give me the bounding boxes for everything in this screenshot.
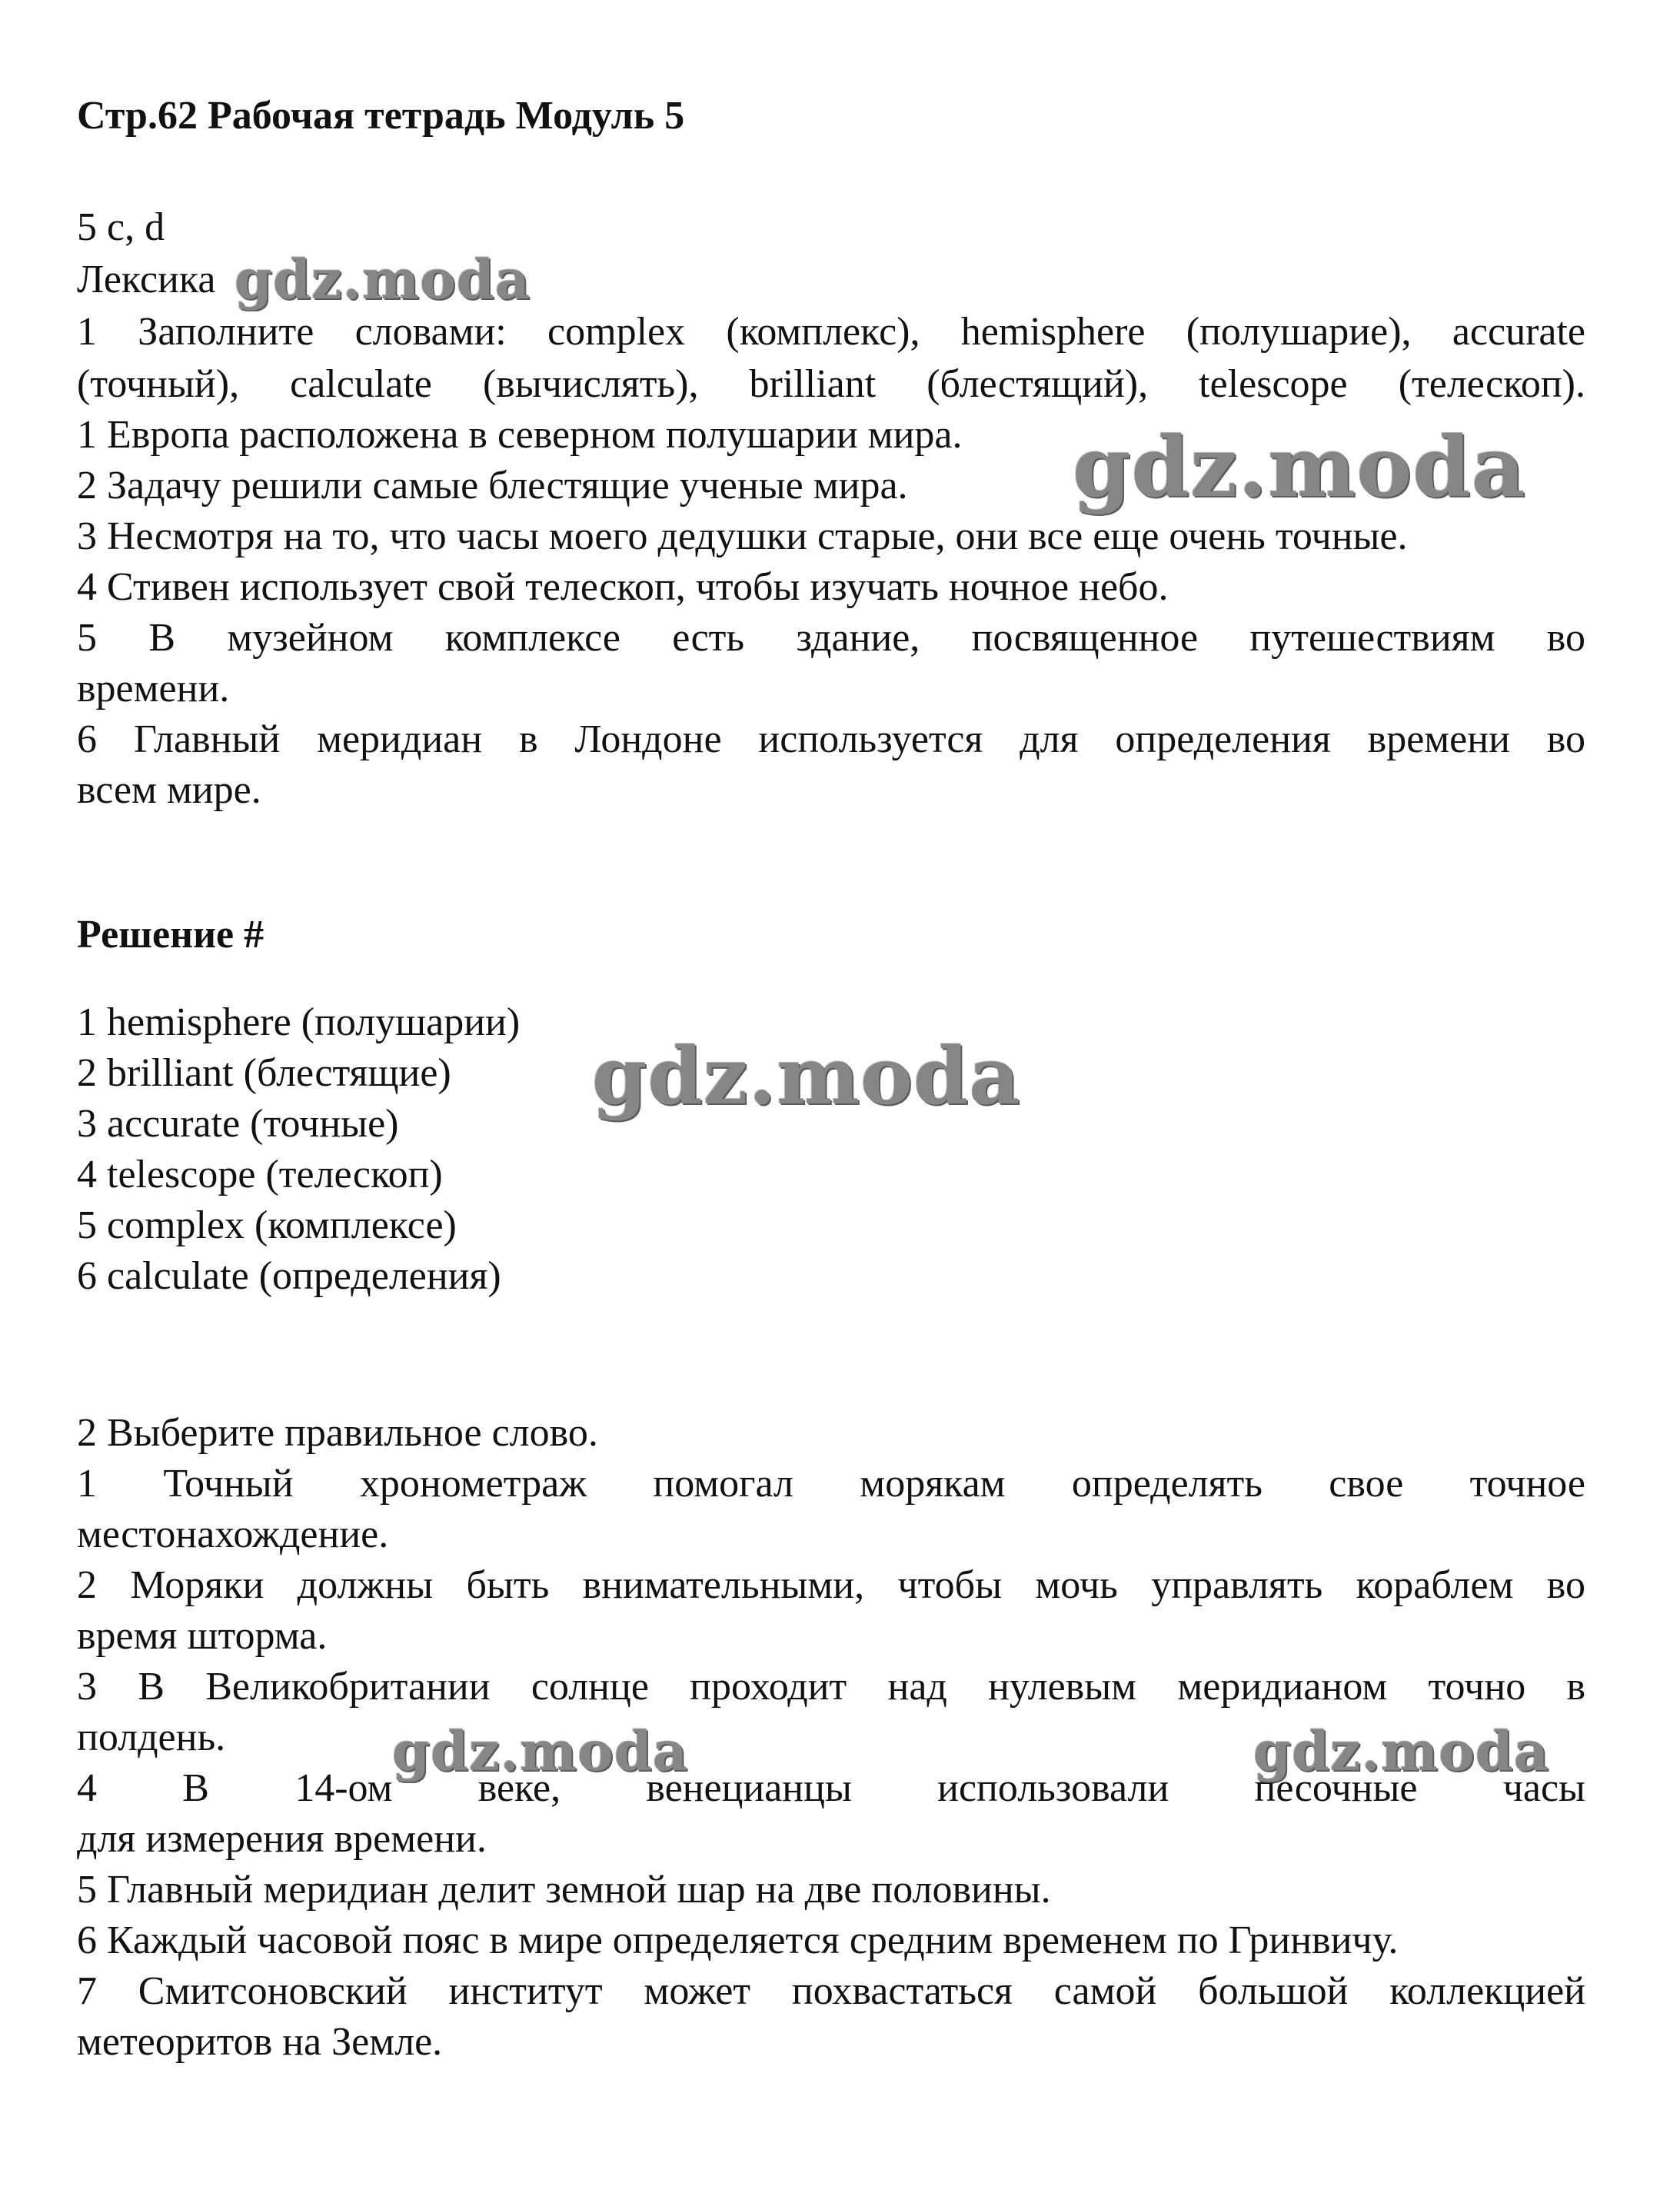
page-title: Стр.62 Рабочая тетрадь Модуль 5 <box>77 94 685 138</box>
solution-answer: 1 hemisphere (полушарии) <box>77 1000 521 1044</box>
solution-answer: 5 complex (комплексе) <box>77 1203 457 1247</box>
solution-heading: Решение # <box>77 913 264 957</box>
exercise1-item: времени. <box>77 667 230 710</box>
solution-answer: 2 brilliant (блестящие) <box>77 1051 451 1095</box>
watermark-logo: gdz.moda <box>592 1030 1021 1123</box>
exercise2-item: 6 Каждый часовой пояс в мире определяется средним временем по Гринвичу. <box>77 1918 1399 1962</box>
solution-answer: 3 accurate (точные) <box>77 1102 399 1146</box>
solution-answer: 6 calculate (определения) <box>77 1254 501 1298</box>
exercise1-item: всем мире. <box>77 768 261 812</box>
exercise2-item: 4 В 14-ом веке, венецианцы использовали песочные часы <box>77 1766 1585 1810</box>
exercise1-instruction-line1: 1 Заполните словами: complex (комплекс), hemisphere (полушарие), accurate <box>77 310 1585 354</box>
exercise1-item: 1 Европа расположена в северном полушарии мира. <box>77 413 963 457</box>
solution-answer: 4 telescope (телескоп) <box>77 1153 443 1196</box>
exercise1-item: 2 Задачу решили самые блестящие ученые мира. <box>77 464 908 507</box>
exercise2-item: местонахождение. <box>77 1512 389 1556</box>
section-topic: Лексика <box>77 258 216 301</box>
exercise1-item: 6 Главный меридиан в Лондоне используется для определения времени во <box>77 717 1585 761</box>
exercise2-item: 2 Моряки должны быть внимательными, чтобы мочь управлять кораблем во <box>77 1563 1585 1607</box>
exercise2-item: 3 В Великобритании солнце проходит над нулевым меридианом точно в <box>77 1665 1585 1709</box>
exercise1-item: 4 Стивен использует свой телескоп, чтобы изучать ночное небо. <box>77 565 1169 609</box>
exercise2-item: для измерения времени. <box>77 1817 487 1861</box>
exercise1-instruction-line2: (точный), calculate (вычислять), brilliant (блестящий), telescope (телескоп). <box>77 362 1585 406</box>
exercise1-item: 3 Несмотря на то, что часы моего дедушки старые, они все еще очень точные. <box>77 514 1408 558</box>
exercise2-item: время шторма. <box>77 1614 328 1658</box>
exercise1-item: 5 В музейном комплексе есть здание, посвященное путешествиям во <box>77 616 1585 660</box>
exercise2-item: метеоритов на Земле. <box>77 2020 443 2064</box>
section-label: 5 c, d <box>77 205 165 249</box>
watermark-logo: gdz.moda <box>1073 419 1526 516</box>
exercise2-item: 7 Смитсоновский институт может похвастаться самой большой коллекцией <box>77 1969 1585 2013</box>
exercise2-item: 5 Главный меридиан делит земной шар на две половины. <box>77 1868 1051 1912</box>
exercise2-item: 1 Точный хронометраж помогал морякам определять свое точное <box>77 1462 1585 1506</box>
watermark-logo: gdz.moda <box>235 248 531 311</box>
watermark-logo: gdz.moda <box>392 1719 689 1783</box>
watermark-logo: gdz.moda <box>1253 1719 1550 1783</box>
exercise2-instruction: 2 Выберите правильное слово. <box>77 1411 598 1455</box>
exercise2-item: полдень. <box>77 1715 226 1759</box>
